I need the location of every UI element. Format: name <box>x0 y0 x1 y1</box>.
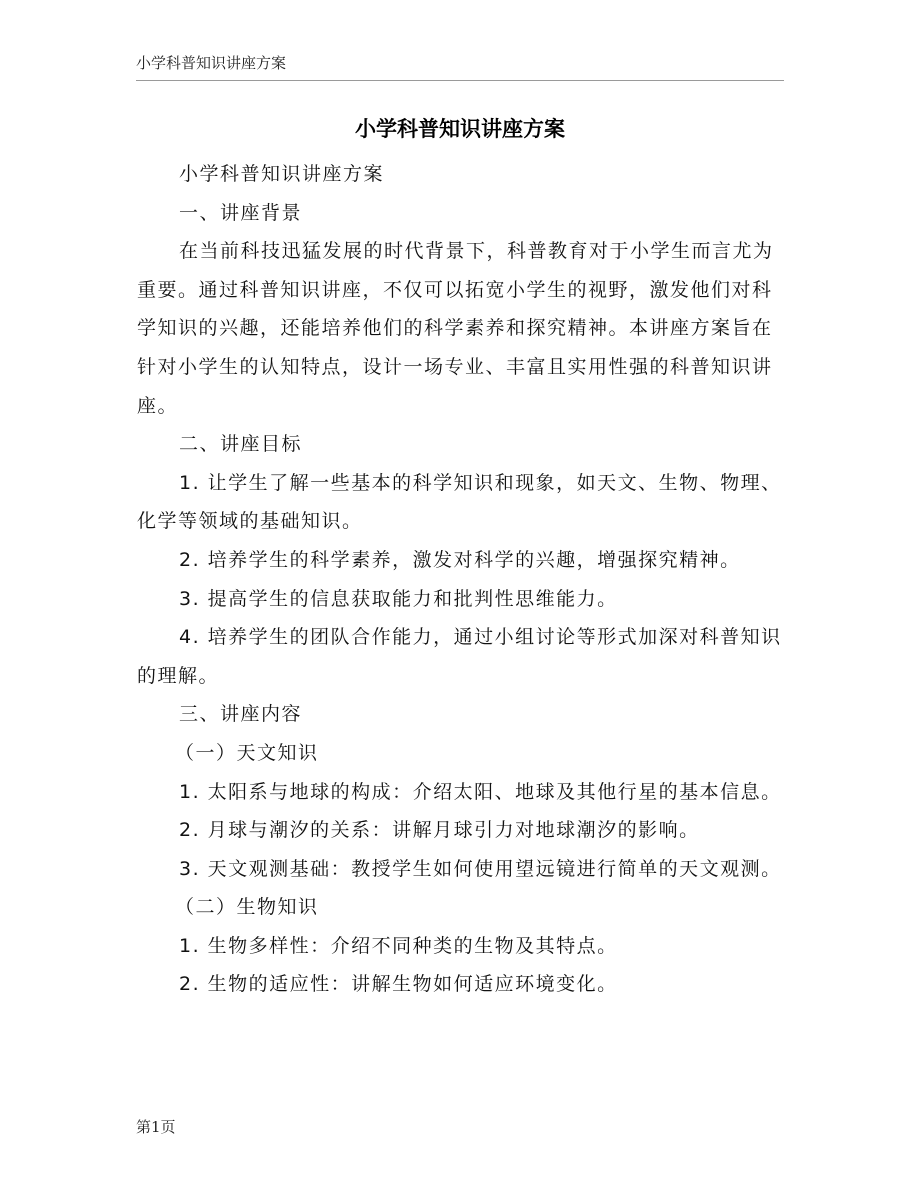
header-divider <box>136 80 784 81</box>
section-heading-goals: 二、讲座目标 <box>179 433 303 456</box>
page-header: 小学科普知识讲座方案 <box>136 54 287 72</box>
astronomy-item-2: 2. 月球与潮汐的关系：讲解月球引力对地球潮汐的影响。 <box>179 819 700 842</box>
goal-item-2: 2. 培养学生的科学素养，激发对科学的兴趣，增强探究精神。 <box>179 548 741 571</box>
background-paragraph: 在当前科技迅猛发展的时代背景下，科普教育对于小学生而言尤为重要。通过科普知识讲座，不仅可以拓宽小学生的视野，激发他们对科学知识的兴趣，还能培养他们的科学素养和探究精神。本讲座方案旨在针对小学生的认知特点，设计一场专业、丰富且实用性强的科普知识讲座。 <box>137 240 774 417</box>
goal-item-3: 3. 提高学生的信息获取能力和批判性思维能力。 <box>179 587 618 610</box>
goal-item-4: 4. 培养学生的团队合作能力，通过小组讨论等形式加深对科普知识的理解。 <box>137 626 782 687</box>
biology-item-1: 1. 生物多样性：介绍不同种类的生物及其特点。 <box>179 934 618 957</box>
goal-item-1: 1. 让学生了解一些基本的科学知识和现象，如天文、生物、物理、化学等领域的基础知识。 <box>137 471 782 533</box>
page-number: 第1页 <box>136 1118 176 1136</box>
document-title: 小学科普知识讲座方案 <box>355 116 565 141</box>
subsection-heading-astronomy: （一）天文知识 <box>175 741 319 764</box>
section-heading-content: 三、讲座内容 <box>179 703 303 726</box>
astronomy-item-3: 3. 天文观测基础：教授学生如何使用望远镜进行简单的天文观测。 <box>179 857 782 880</box>
section-heading-background: 一、讲座背景 <box>179 201 303 224</box>
document-body <box>137 155 791 1004</box>
intro-line: 小学科普知识讲座方案 <box>179 163 385 185</box>
subsection-heading-biology: （二）生物知识 <box>175 896 319 919</box>
biology-item-2: 2. 生物的适应性：讲解生物如何适应环境变化。 <box>179 973 618 996</box>
astronomy-item-1: 1. 太阳系与地球的构成：介绍太阳、地球及其他行星的基本信息。 <box>179 780 782 803</box>
